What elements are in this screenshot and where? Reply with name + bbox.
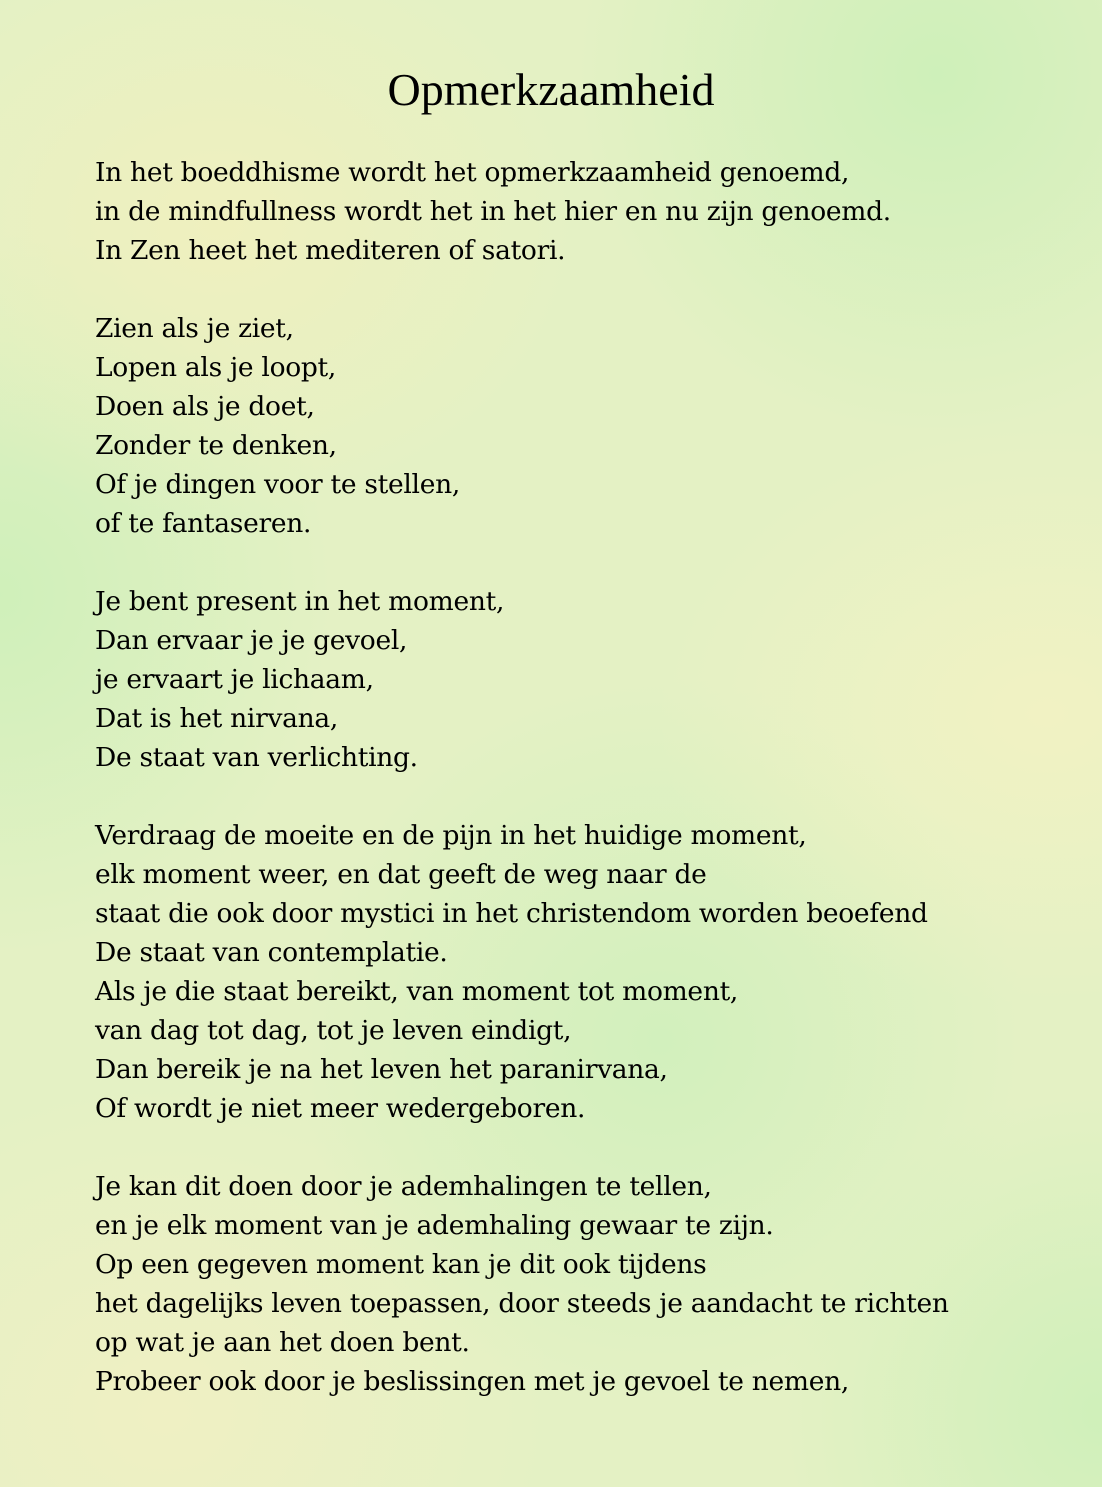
poem-line: Verdraag de moeite en de pijn in het huidige moment, — [95, 820, 807, 851]
poem-line: Zien als je ziet, — [95, 313, 294, 344]
stanza-3 — [95, 582, 1075, 777]
poem-line: op wat je aan het doen bent. — [95, 1327, 470, 1358]
stanza-2 — [95, 309, 1075, 543]
poem-line: Zonder te denken, — [95, 430, 337, 461]
poem-line: en je elk moment van je ademhaling gewaar te zijn. — [95, 1210, 774, 1241]
poem-line: Probeer ook door je beslissingen met je gevoel te nemen, — [95, 1366, 849, 1397]
stanza-4 — [95, 816, 1075, 1128]
poem-line: elk moment weer, en dat geeft de weg naar de — [95, 859, 707, 890]
poem-line: of te fantaseren. — [95, 508, 312, 539]
poem-line: De staat van contemplatie. — [95, 937, 448, 968]
poem-line: Op een gegeven moment kan je dit ook tijdens — [95, 1249, 707, 1280]
poem-line: In Zen heet het mediteren of satori. — [95, 235, 566, 266]
stanza-5 — [95, 1167, 1075, 1401]
poem-line: Of wordt je niet meer wedergeboren. — [95, 1093, 586, 1124]
page-title: Opmerkzaamheid — [387, 64, 715, 115]
stanza-1 — [95, 153, 1075, 270]
poem-line: Doen als je doet, — [95, 391, 315, 422]
poem-line: het dagelijks leven toepassen, door steeds je aandacht te richten — [95, 1288, 949, 1319]
poem-line: In het boeddhisme wordt het opmerkzaamheid genoemd, — [95, 157, 850, 188]
poem-line: Dat is het nirvana, — [95, 703, 339, 734]
poem-line: van dag tot dag, tot je leven eindigt, — [95, 1015, 572, 1046]
poem-line: Of je dingen voor te stellen, — [95, 469, 461, 500]
poem-line: je ervaart je lichaam, — [95, 664, 374, 695]
poem-line: in de mindfullness wordt het in het hier en nu zijn genoemd. — [95, 196, 891, 227]
poem-line: Als je die staat bereikt, van moment tot moment, — [95, 976, 739, 1007]
poem-line: Je kan dit doen door je ademhalingen te tellen, — [95, 1171, 712, 1202]
poem-line: staat die ook door mystici in het christendom worden beoefend — [95, 898, 928, 929]
poem-line: Lopen als je loopt, — [95, 352, 337, 383]
poem-line: De staat van verlichting. — [95, 742, 418, 773]
poem-line: Je bent present in het moment, — [95, 586, 505, 617]
poem-body — [95, 153, 1075, 1440]
poem-line: Dan ervaar je je gevoel, — [95, 625, 408, 656]
poem-line: Dan bereik je na het leven het paranirvana, — [95, 1054, 668, 1085]
